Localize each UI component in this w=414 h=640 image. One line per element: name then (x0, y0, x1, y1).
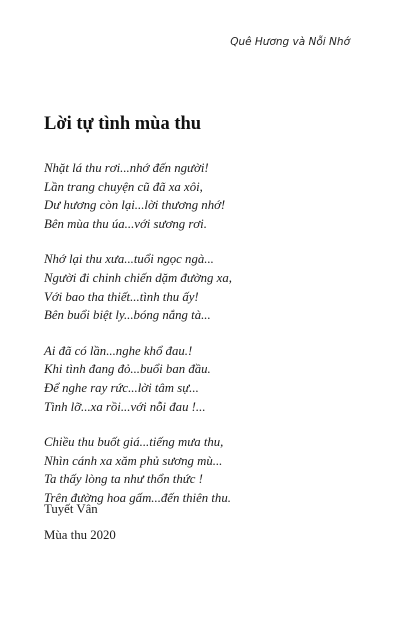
poem-title: Lời tự tình mùa thu (44, 114, 202, 134)
poem-line: Bên mùa thu úa...với sương rơi. (44, 216, 207, 231)
stanza-3 (44, 342, 374, 416)
poem-line: Bên buổi biệt ly...bóng nắng tà... (44, 308, 211, 323)
poem-line: Nhớ lại thu xưa...tuổi ngọc ngà... (44, 252, 214, 267)
running-header: Quê Hương và Nỗi Nhớ (230, 36, 350, 48)
poem-date: Mùa thu 2020 (44, 528, 116, 542)
stanza-4 (44, 433, 374, 507)
poem-line: Nhìn cánh xa xăm phủ sương mù... (44, 453, 223, 468)
poem-line: Người đi chinh chiến dặm đường xa, (44, 270, 232, 285)
poem-line: Trên đường hoa gấm...đến thiên thu. (44, 490, 231, 505)
poem-author: Tuyết Vân (44, 502, 98, 516)
poem-line: Ta thấy lòng ta như thổn thức ! (44, 472, 203, 487)
poem-line: Lần trang chuyện cũ đã xa xôi, (44, 179, 203, 194)
poem-line: Với bao tha thiết...tình thu ấy! (44, 289, 199, 304)
stanza-2 (44, 250, 374, 324)
poem-line: Tình lỡ...xa rồi...với nỗi đau !... (44, 399, 206, 414)
poem-line: Ai đã có lần...nghe khổ đau.! (44, 343, 193, 358)
poem-line: Chiều thu buốt giá...tiếng mưa thu, (44, 435, 224, 450)
stanza-1 (44, 159, 374, 233)
poem-line: Khi tình đang đỏ...buổi ban đầu. (44, 362, 211, 377)
poem-body (44, 159, 374, 525)
poem-line: Để nghe ray rức...lời tâm sự... (44, 380, 199, 395)
poem-line: Dư hương còn lại...lời thương nhớ! (44, 198, 226, 213)
poem-line: Nhặt lá thu rơi...nhớ đến người! (44, 161, 209, 175)
